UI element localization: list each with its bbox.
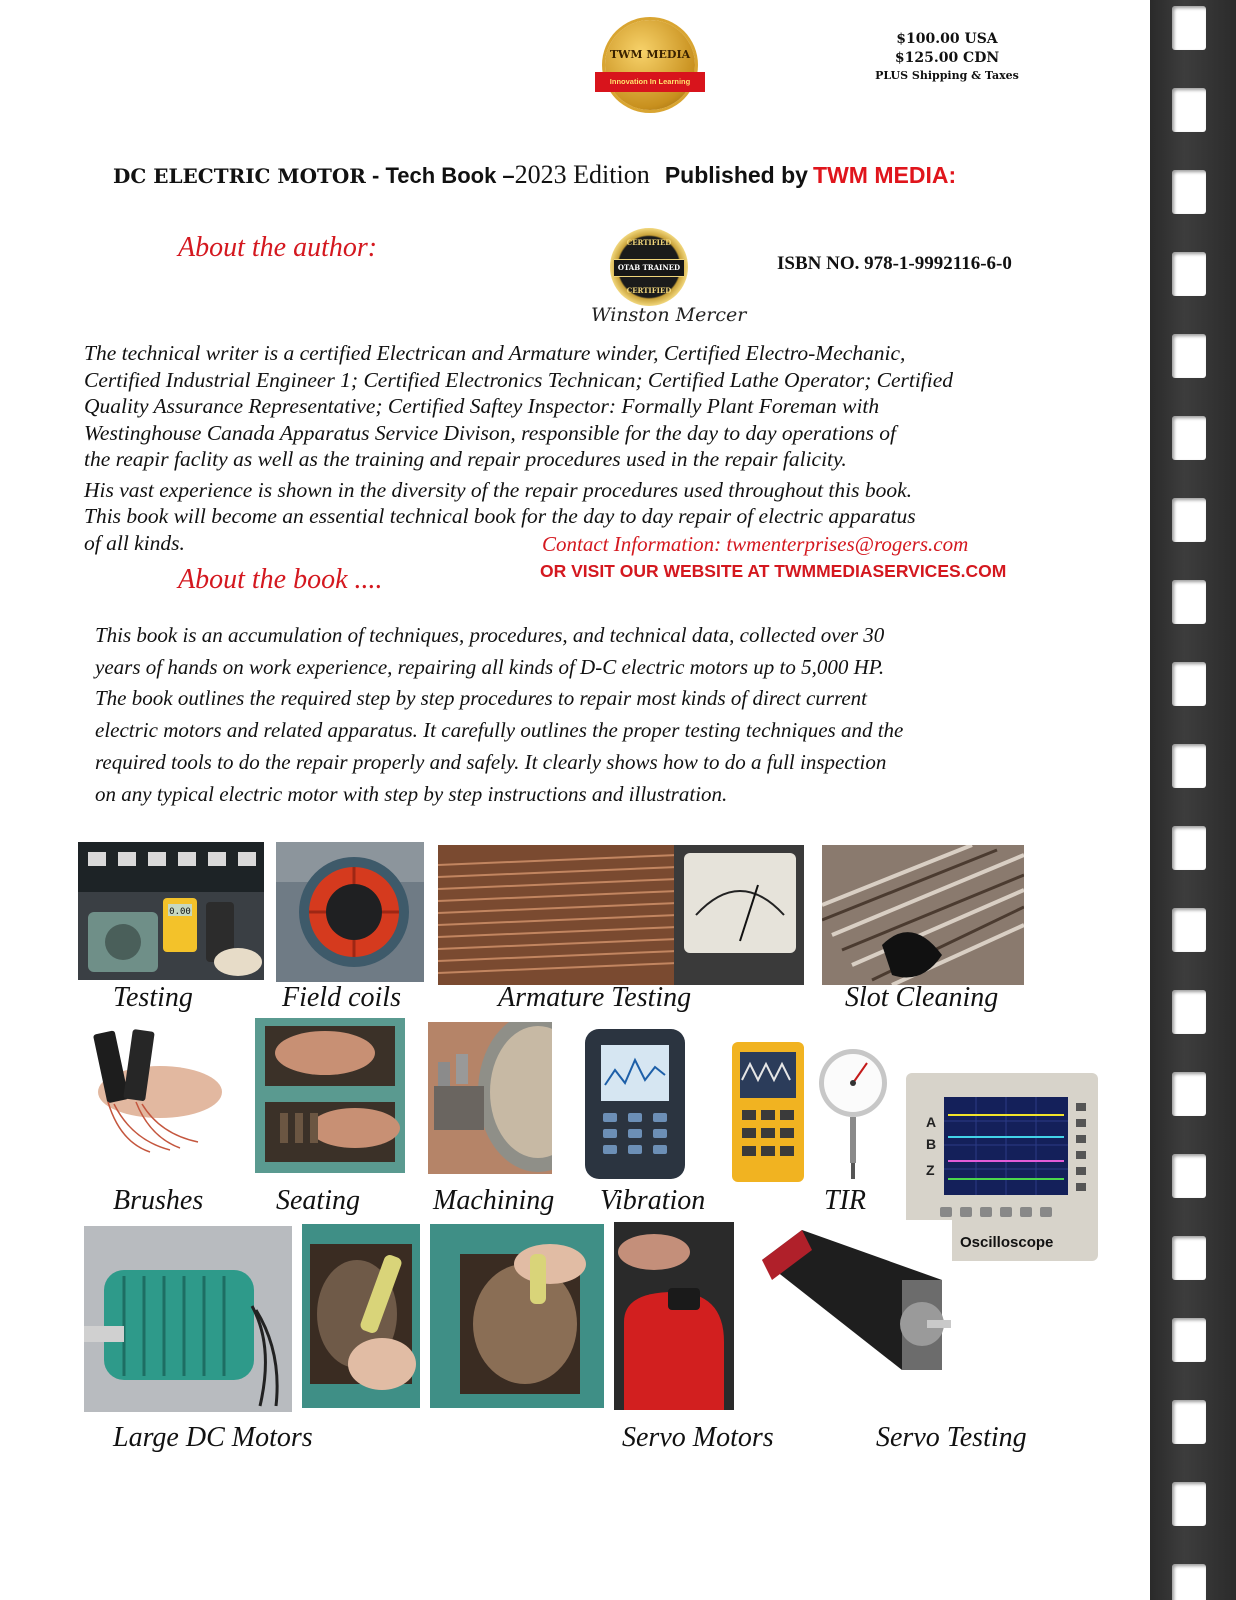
price-box xyxy=(862,30,1032,84)
binding-hole xyxy=(1172,908,1206,952)
book-line: electric motors and related apparatus. It carefully outlines the proper testing techniques and the xyxy=(95,718,904,743)
bio-line: Certified Industrial Engineer 1; Certified Electronics Technican; Certified Lathe Operator; Certified xyxy=(84,367,954,392)
title-brand: TWM MEDIA: xyxy=(813,162,957,188)
binding-hole xyxy=(1172,498,1206,542)
title-edition: 2023 Edition xyxy=(514,160,650,189)
vibration-analyzer-photo xyxy=(575,1025,695,1183)
binding-hole xyxy=(1172,6,1206,50)
binding-hole xyxy=(1172,416,1206,460)
author-bio xyxy=(84,340,1084,556)
twm-media-seal-logo xyxy=(595,20,705,110)
meter-reading: 0.00 xyxy=(169,907,191,917)
testing-photo xyxy=(78,842,264,980)
cert-top-text: CERTIFIED xyxy=(626,238,672,247)
price-usa: $100.00 USA xyxy=(896,31,998,47)
caption-testing: Testing xyxy=(113,982,193,1013)
caption-machining: Machining xyxy=(433,1185,555,1216)
about-book-heading: About the book .... xyxy=(178,564,383,595)
binding-hole xyxy=(1172,826,1206,870)
book-line: on any typical electric motor with step by step instructions and illustration. xyxy=(95,781,728,806)
caption-tir: TIR xyxy=(824,1185,866,1216)
book-description xyxy=(95,620,1095,810)
binding-hole xyxy=(1172,744,1206,788)
binding-hole xyxy=(1172,1400,1206,1444)
experience-line: This book will become an essential technical book for the day to day repair of electric apparatus xyxy=(84,504,916,528)
binding-hole xyxy=(1172,1236,1206,1280)
binding-hole xyxy=(1172,252,1206,296)
field-coils-photo xyxy=(276,842,424,982)
book-line: years of hands on work experience, repairing all kinds of D-C electric motors up to 5,000 HP. xyxy=(95,654,885,679)
caption-seating: Seating xyxy=(276,1185,360,1216)
seating-photo xyxy=(255,1018,405,1173)
caption-slot-cleaning: Slot Cleaning xyxy=(845,982,999,1013)
dial-indicator-photo xyxy=(813,1045,893,1183)
bio-line: the reapir faclity as well as the training and repair procedures used in the repair falicity. xyxy=(84,447,847,471)
caption-armature-testing: Armature Testing xyxy=(498,982,692,1013)
book-line: This book is an accumulation of techniques, procedures, and technical data, collected over 30 xyxy=(95,623,885,647)
otab-certified-badge xyxy=(610,228,688,306)
caption-vibration: Vibration xyxy=(600,1185,706,1216)
price-note: PLUS Shipping & Taxes xyxy=(875,69,1019,82)
about-author-heading: About the author: xyxy=(178,232,378,263)
brush-holder-photo-2 xyxy=(430,1224,604,1408)
experience-line: His vast experience is shown in the diversity of the repair procedures used throughout this book. xyxy=(84,477,913,502)
caption-oscilloscope: Oscilloscope xyxy=(960,1234,1054,1251)
servo-testing-photo xyxy=(742,1220,952,1390)
bio-line: Quality Assurance Representative; Certified Saftey Inspector: Formally Plant Foreman with xyxy=(84,394,880,418)
bio-line: Westinghouse Canada Apparatus Service Divison, responsible for the day to day operations of xyxy=(84,420,896,445)
servo-motor-photo xyxy=(614,1222,734,1410)
price-cdn: $125.00 CDN xyxy=(894,50,1000,66)
spiral-binding xyxy=(1150,0,1236,1600)
book-line: The book outlines the required step by step procedures to repair most kinds of direct current xyxy=(95,686,868,711)
contact-email: Contact Information: twmenterprises@rogers.com xyxy=(542,532,969,556)
bio-line: The technical writer is a certified Electrican and Armature winder, Certified Electro-Mechanic, xyxy=(84,341,906,365)
large-dc-motor-photo xyxy=(84,1226,292,1412)
isbn-number: ISBN NO. 978-1-9992116-6-0 xyxy=(777,253,1012,274)
caption-field-coils: Field coils xyxy=(282,982,401,1013)
page-title xyxy=(113,160,956,190)
binding-hole xyxy=(1172,170,1206,214)
brushes-photo xyxy=(80,1022,225,1172)
caption-brushes: Brushes xyxy=(113,1185,204,1216)
caption-large-dc-motors: Large DC Motors xyxy=(113,1422,313,1453)
binding-hole xyxy=(1172,1318,1206,1362)
binding-hole xyxy=(1172,1482,1206,1526)
binding-hole xyxy=(1172,1072,1206,1116)
experience-line: of all kinds. xyxy=(84,530,185,555)
scope-label-b: B xyxy=(926,1136,937,1152)
title-dash: - Tech Book – xyxy=(365,163,515,188)
binding-hole xyxy=(1172,1564,1206,1600)
binding-hole xyxy=(1172,1154,1206,1198)
binding-hole xyxy=(1172,990,1206,1034)
binding-hole xyxy=(1172,334,1206,378)
website-link: OR VISIT OUR WEBSITE AT TWMMEDIASERVICES.COM xyxy=(540,561,1007,581)
armature-testing-photo xyxy=(438,845,804,985)
seal-name: TWM MEDIA xyxy=(609,48,691,61)
scope-label-z: Z xyxy=(926,1162,935,1178)
author-signature: Winston Mercer xyxy=(591,304,747,326)
binding-hole xyxy=(1172,662,1206,706)
book-line: required tools to do the repair properly and safely. It clearly shows how to do a full inspection xyxy=(95,749,887,774)
title-published: Published by xyxy=(664,162,808,188)
machining-photo xyxy=(428,1022,552,1174)
cert-bottom-text: CERTIFIED xyxy=(626,286,672,295)
scope-label-a: A xyxy=(926,1114,937,1130)
brush-holder-photo-1 xyxy=(302,1224,420,1408)
caption-servo-motors: Servo Motors xyxy=(622,1422,774,1453)
title-main: DC ELECTRIC MOTOR xyxy=(113,164,366,188)
seal-ribbon: Innovation In Learning xyxy=(595,72,705,92)
slot-cleaning-photo xyxy=(822,845,1024,985)
cert-band-text: OTAB TRAINED xyxy=(614,259,684,277)
scope-meter-photo xyxy=(730,1040,806,1184)
caption-servo-testing: Servo Testing xyxy=(876,1422,1027,1453)
binding-hole xyxy=(1172,580,1206,624)
binding-hole xyxy=(1172,88,1206,132)
